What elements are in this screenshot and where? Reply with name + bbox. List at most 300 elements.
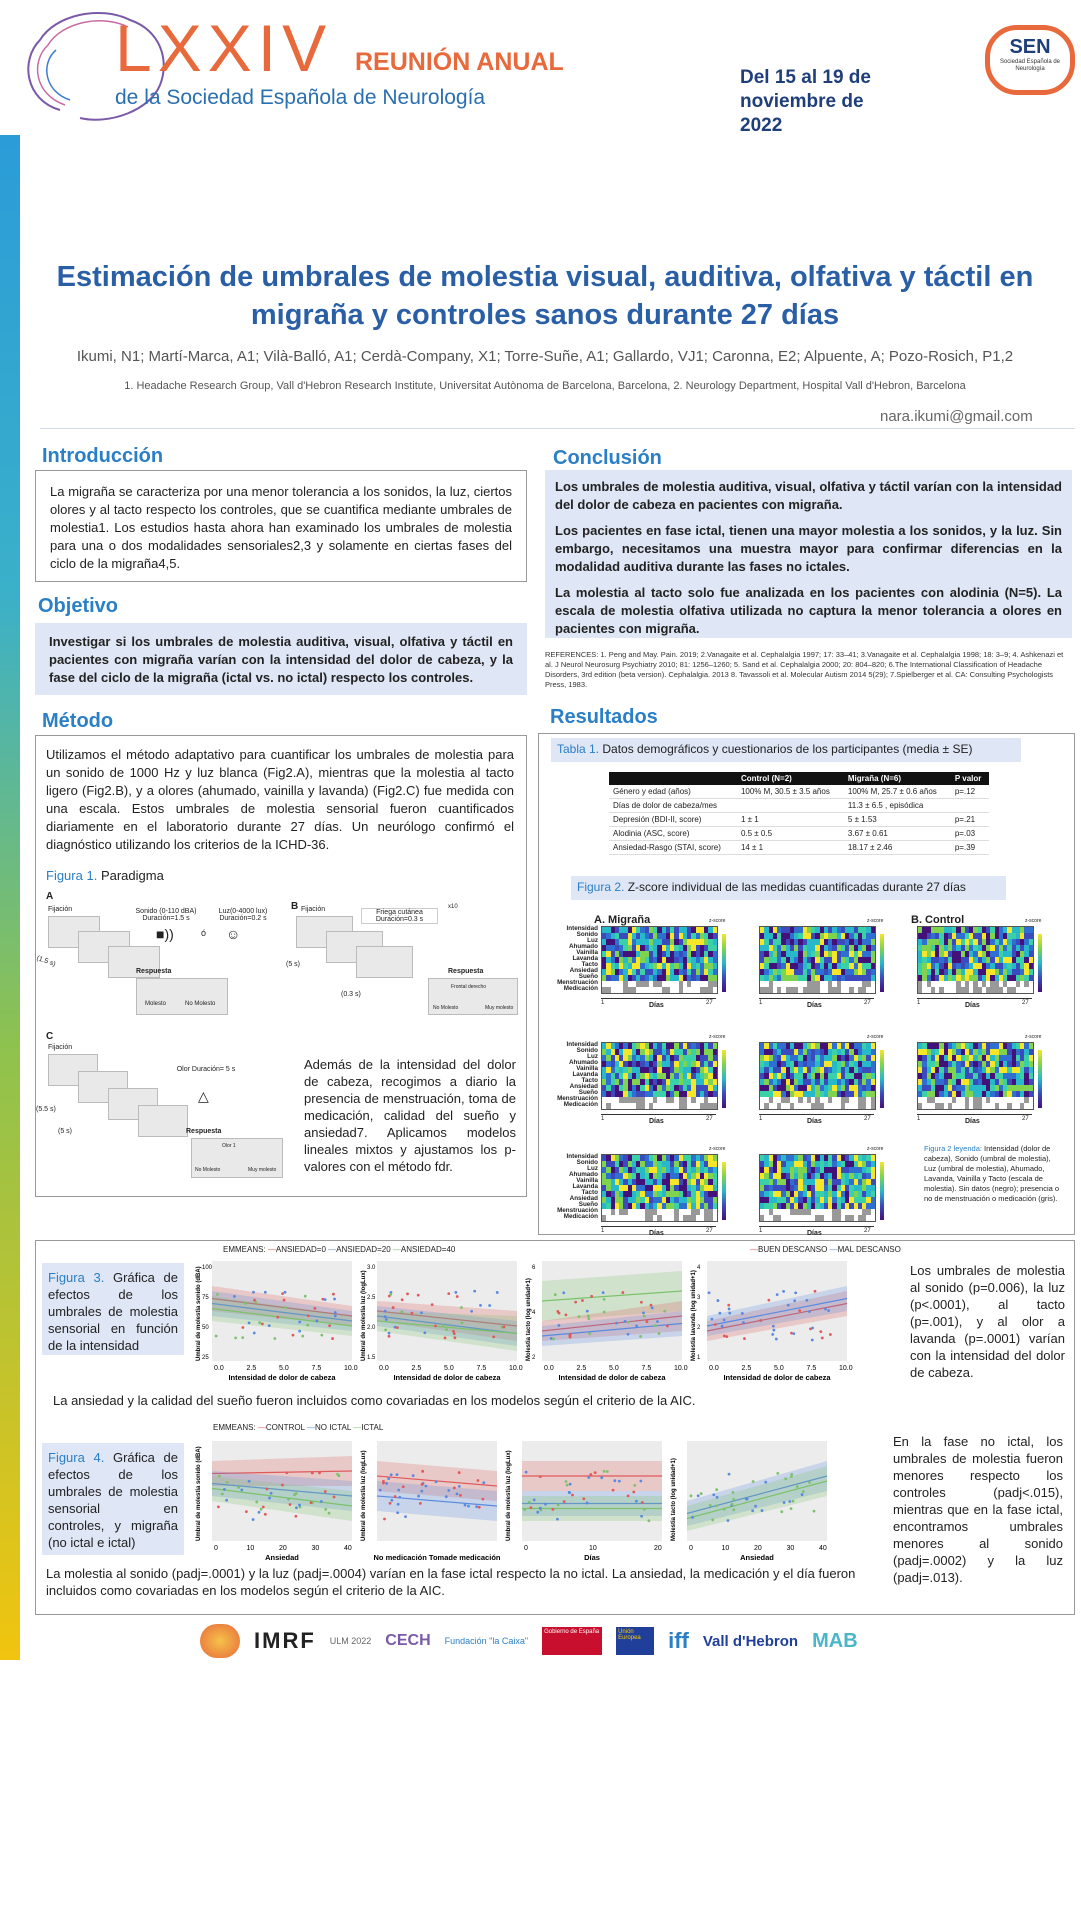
data-point bbox=[488, 1304, 491, 1307]
heatmap-row-label: Ansiedad bbox=[569, 967, 598, 974]
data-point bbox=[336, 1473, 339, 1476]
data-point bbox=[287, 1498, 290, 1501]
data-point bbox=[824, 1308, 827, 1311]
data-point bbox=[253, 1299, 256, 1302]
data-point bbox=[459, 1494, 462, 1497]
y-tick-label: 2 bbox=[532, 1355, 536, 1361]
fig1-title: Paradigma bbox=[100, 868, 164, 883]
y-tick-label: 25 bbox=[202, 1355, 209, 1361]
x-tick-label: 7.5 bbox=[806, 1365, 817, 1372]
data-point bbox=[587, 1476, 590, 1479]
paradigm-o: ó bbox=[201, 928, 207, 938]
data-point bbox=[385, 1318, 388, 1321]
data-point bbox=[600, 1476, 603, 1479]
day-end: 27 bbox=[1022, 1000, 1029, 1006]
x-axis-label: Intensidad de dolor de cabeza bbox=[228, 1373, 336, 1382]
table1-caption bbox=[551, 738, 1021, 762]
data-point bbox=[715, 1504, 718, 1507]
effects-panel bbox=[526, 1261, 688, 1382]
data-point bbox=[244, 1302, 247, 1305]
days-label: Días bbox=[807, 1230, 822, 1237]
fig4-legend-item: ICTAL bbox=[361, 1423, 384, 1432]
data-point bbox=[635, 1324, 638, 1327]
day-end: 27 bbox=[864, 1000, 871, 1006]
x-tick-label: 5.0 bbox=[609, 1365, 619, 1372]
data-point bbox=[385, 1482, 388, 1485]
day-axis bbox=[601, 1114, 716, 1115]
authors: Ikumi, N1; Martí-Marca, A1; Vilà-Balló, A1; Cerdà-Company, X1; Torre-Suñe, A1; Gallardo, VJ1; Caronna, E2; Alpuente, A; Pozo-Rosich, P1,2 bbox=[76, 348, 1014, 365]
heatmap-row-label: Ansiedad bbox=[569, 1083, 598, 1090]
data-point bbox=[603, 1311, 606, 1314]
table1-title: Datos demográficos y cuestionarios de los participantes (media ± SE) bbox=[602, 742, 973, 756]
data-point bbox=[384, 1315, 387, 1318]
data-point bbox=[390, 1499, 393, 1502]
data-point bbox=[333, 1496, 336, 1499]
data-point bbox=[454, 1291, 457, 1294]
data-point bbox=[445, 1328, 448, 1331]
paradigm-friega: Friega cutánea Duración=0.3 s bbox=[361, 908, 438, 924]
data-point bbox=[554, 1293, 557, 1296]
data-point bbox=[536, 1511, 539, 1514]
data-point bbox=[215, 1335, 218, 1338]
method-heading: Método bbox=[42, 710, 114, 732]
paradigm-c-muy-molesto: Muy molesto bbox=[248, 1167, 277, 1173]
y-tick-label: 50 bbox=[202, 1325, 209, 1331]
poster-title: Estimación de umbrales de molestia visual, auditiva, olfativa y táctil en migraña y controles sanos durante 27 días bbox=[56, 261, 1034, 331]
data-point bbox=[571, 1494, 574, 1497]
x-tick-label: 7.5 bbox=[641, 1365, 652, 1372]
data-point bbox=[709, 1504, 712, 1507]
logo-mab: MAB bbox=[812, 1629, 858, 1652]
table-cell: p=.39 bbox=[951, 841, 989, 855]
y-tick-label: 4 bbox=[532, 1310, 536, 1316]
data-point bbox=[298, 1330, 301, 1333]
data-point bbox=[331, 1337, 334, 1340]
heatmap-row-label: Ansiedad bbox=[569, 1195, 598, 1202]
fig1-label: Figura 1. bbox=[46, 868, 98, 883]
data-point bbox=[456, 1492, 459, 1495]
data-point bbox=[253, 1332, 256, 1335]
colorbar bbox=[1038, 1050, 1042, 1108]
heatmap-panel bbox=[601, 1146, 741, 1249]
heatmap-row-label: Medicación bbox=[563, 1213, 598, 1220]
day-start: 1 bbox=[601, 1116, 605, 1122]
data-point bbox=[332, 1293, 335, 1296]
sen-logo bbox=[985, 25, 1075, 95]
data-point bbox=[772, 1325, 775, 1328]
colorbar bbox=[722, 1162, 726, 1220]
data-point bbox=[650, 1304, 653, 1307]
data-point bbox=[565, 1313, 568, 1316]
data-point bbox=[761, 1509, 764, 1512]
heatmap-row-labels bbox=[542, 1154, 598, 1220]
data-point bbox=[264, 1513, 267, 1516]
data-point bbox=[396, 1511, 399, 1514]
data-point bbox=[419, 1502, 422, 1505]
y-tick-label: 4 bbox=[697, 1265, 701, 1271]
fig3-legend2-item: MAL DESCANSO bbox=[837, 1245, 901, 1254]
paradigm-olor: Olor Duración= 5 s bbox=[176, 1066, 236, 1073]
affiliations: 1. Headache Research Group, Vall d'Hebron Research Institute, Universitat Autònoma de Barcelona, Barcelona, 2. Neurology Department, Hospital Vall d'Hebron, Barcelona bbox=[124, 380, 966, 392]
table-cell: Días de dolor de cabeza/mes bbox=[609, 799, 737, 813]
data-point bbox=[801, 1493, 804, 1496]
sidebar-gradient bbox=[0, 135, 20, 1660]
day-start: 1 bbox=[759, 1000, 763, 1006]
fig2-title: Z-score individual de las medidas cuantificadas durante 27 días bbox=[627, 880, 966, 894]
data-point bbox=[307, 1314, 310, 1317]
zscore-label: z-score bbox=[867, 918, 884, 924]
data-point bbox=[475, 1505, 478, 1508]
y-axis-label: Molestia tacto (log unidad+1) bbox=[671, 1458, 677, 1541]
data-point bbox=[639, 1480, 642, 1483]
fig2-caption bbox=[571, 876, 1006, 900]
logo-cech: CECH bbox=[385, 1632, 431, 1649]
heatmap-row-label: Intensidad bbox=[566, 1041, 598, 1048]
data-point bbox=[460, 1306, 463, 1309]
data-point bbox=[557, 1503, 560, 1506]
logo-iff: iff bbox=[668, 1628, 689, 1653]
x-tick-label: 5.0 bbox=[279, 1365, 289, 1372]
paradigm-sonido: Sonido (0-110 dBA) Duración=1.5 s bbox=[135, 908, 197, 922]
table-cell: 11.3 ± 6.5 , episódica bbox=[844, 799, 951, 813]
heatmap-row-label: Menstruación bbox=[557, 979, 598, 986]
data-point bbox=[295, 1506, 298, 1509]
fig3-legend-title: EMMEANS: bbox=[223, 1245, 266, 1254]
heatmap-row-label: Medicación bbox=[563, 1101, 598, 1108]
data-point bbox=[586, 1502, 589, 1505]
colorbar bbox=[880, 1050, 884, 1108]
data-point bbox=[632, 1491, 635, 1494]
data-point bbox=[776, 1472, 779, 1475]
data-point bbox=[417, 1294, 420, 1297]
data-point bbox=[721, 1325, 724, 1328]
data-point bbox=[473, 1290, 476, 1293]
paradigm-c-panel4 bbox=[138, 1105, 188, 1137]
zscore-label: z-score bbox=[1025, 918, 1042, 924]
data-point bbox=[552, 1338, 555, 1341]
table-row bbox=[609, 841, 989, 855]
data-point bbox=[411, 1312, 414, 1315]
data-point bbox=[796, 1485, 799, 1488]
data-point bbox=[754, 1505, 757, 1508]
data-point bbox=[398, 1496, 401, 1499]
table-header-row bbox=[609, 772, 989, 785]
data-point bbox=[529, 1506, 532, 1509]
data-point bbox=[456, 1295, 459, 1298]
data-point bbox=[790, 1473, 793, 1476]
data-point bbox=[404, 1515, 407, 1518]
x-tick-label: 10.0 bbox=[344, 1365, 358, 1372]
x-tick-label: 0.0 bbox=[544, 1365, 554, 1372]
y-tick-label: 1 bbox=[697, 1355, 701, 1361]
heatmap-row-label: Ahumado bbox=[568, 943, 598, 950]
day-end: 27 bbox=[706, 1116, 713, 1122]
y-tick-label: 6 bbox=[532, 1265, 536, 1271]
paradigm-t03: (0.3 s) bbox=[341, 991, 361, 998]
data-point bbox=[829, 1333, 832, 1336]
data-point bbox=[324, 1490, 327, 1493]
objective-box bbox=[35, 623, 527, 695]
data-point bbox=[539, 1507, 542, 1510]
paradigm-t5: (5 s) bbox=[286, 961, 300, 968]
data-point bbox=[808, 1481, 811, 1484]
data-point bbox=[481, 1498, 484, 1501]
paradigm-t15: (1.5 s) bbox=[35, 954, 57, 969]
data-point bbox=[423, 1331, 426, 1334]
data-point bbox=[492, 1335, 495, 1338]
conclusion-heading: Conclusión bbox=[553, 447, 662, 469]
heatmap-row-label: Lavanda bbox=[572, 1183, 598, 1190]
x-tick-label: 20 bbox=[754, 1545, 762, 1552]
data-point bbox=[787, 1304, 790, 1307]
data-point bbox=[639, 1335, 642, 1338]
table-cell: Género y edad (años) bbox=[609, 785, 737, 799]
data-point bbox=[711, 1518, 714, 1521]
data-point bbox=[270, 1492, 273, 1495]
data-point bbox=[397, 1489, 400, 1492]
data-point bbox=[452, 1330, 455, 1333]
fig1-caption bbox=[46, 868, 164, 883]
logo-ulm: ULM 2022 bbox=[329, 1636, 372, 1646]
table-cell: 18.17 ± 2.46 bbox=[844, 841, 951, 855]
fig3-caption-text: Gráfica de efectos de los umbrales de molestia sensorial en función de la intensidad bbox=[48, 1270, 178, 1353]
table-cell bbox=[737, 799, 844, 813]
heatmap-panel bbox=[917, 1034, 1057, 1137]
days-label: Días bbox=[649, 1002, 664, 1009]
logo-gobierno: Gobierno de España bbox=[542, 1627, 602, 1655]
x-tick-label: 40 bbox=[819, 1545, 827, 1552]
x-tick-label: 20 bbox=[279, 1545, 287, 1552]
table-row bbox=[609, 785, 989, 799]
data-point bbox=[633, 1484, 636, 1487]
heatmap-row-labels bbox=[542, 1042, 598, 1108]
data-point bbox=[260, 1508, 263, 1511]
data-point bbox=[697, 1494, 700, 1497]
heatmap-row-label: Tacto bbox=[581, 1077, 598, 1084]
table1-label: Tabla 1. bbox=[557, 742, 600, 756]
x-axis-label: Intensidad de dolor de cabeza bbox=[393, 1373, 501, 1382]
data-point bbox=[324, 1298, 327, 1301]
day-start: 1 bbox=[759, 1116, 763, 1122]
header-edition: LXXIV bbox=[115, 11, 333, 85]
demographics-table bbox=[609, 772, 989, 855]
colorbar bbox=[880, 1162, 884, 1220]
heatmap-row-label: Lavanda bbox=[572, 1071, 598, 1078]
data-point bbox=[731, 1503, 734, 1506]
data-point bbox=[241, 1326, 244, 1329]
data-point bbox=[252, 1291, 255, 1294]
day-end: 27 bbox=[1022, 1116, 1029, 1122]
data-point bbox=[780, 1510, 783, 1513]
data-point bbox=[741, 1312, 744, 1315]
paradigm-c-label: C bbox=[46, 1031, 54, 1042]
x-tick-label: 7.5 bbox=[311, 1365, 322, 1372]
paradigm-c-t5: (5 s) bbox=[58, 1128, 72, 1135]
fig2-legend-text: Intensidad (dolor de cabeza), Sonido (umbral de molestia), Luz (umbral de molestia), Ahumado, Lavanda, Vainilla y Tacto (escala de molestia). Sin datos (negro); presencia o no de menstruación o medicación (gris). bbox=[924, 1144, 1060, 1203]
data-point bbox=[284, 1306, 287, 1309]
effects-panel bbox=[691, 1261, 853, 1382]
y-tick-label: 3 bbox=[697, 1295, 701, 1301]
data-point bbox=[248, 1321, 251, 1324]
fig4-label: Figura 4. bbox=[48, 1450, 105, 1465]
data-point bbox=[647, 1519, 650, 1522]
paradigm-no-molesto: No Molesto bbox=[185, 1001, 216, 1007]
heatmap-row-label: Ahumado bbox=[568, 1059, 598, 1066]
data-point bbox=[710, 1318, 713, 1321]
data-point bbox=[813, 1510, 816, 1513]
paradigm-b-label: B bbox=[291, 901, 299, 912]
effects-panel bbox=[361, 1441, 501, 1562]
x-tick-label: 10 bbox=[246, 1545, 255, 1552]
data-point bbox=[723, 1318, 726, 1321]
data-point bbox=[606, 1470, 609, 1473]
data-point bbox=[284, 1291, 287, 1294]
data-point bbox=[574, 1301, 577, 1304]
data-point bbox=[285, 1471, 288, 1474]
heatmap-panel bbox=[759, 1034, 899, 1137]
x-tick-label: 0 bbox=[214, 1545, 218, 1552]
zscore-label: z-score bbox=[867, 1146, 884, 1152]
intro-text: La migraña se caracteriza por una menor tolerancia a los sonidos, la luz, ciertos olores y al tacto respecto los controles, que se cuantifica mediante umbrales de molestia1. Los estudios hasta ahora han examinado los umbrales de molestia para una o dos modalidades sensoriales2,3 y solamente en ciertas fases del ciclo de la migraña4,5. bbox=[50, 484, 512, 571]
data-point bbox=[732, 1508, 735, 1511]
data-point bbox=[420, 1490, 423, 1493]
effects-panel bbox=[671, 1441, 827, 1562]
heatmap-row-label: Sueño bbox=[578, 1201, 598, 1208]
x-tick-label: 30 bbox=[311, 1545, 320, 1552]
y-tick-label: 3.0 bbox=[367, 1265, 376, 1271]
data-point bbox=[582, 1497, 585, 1500]
heatmap-row-label: Vainilla bbox=[576, 1177, 598, 1184]
logo-vallhebron: Vall d'Hebron bbox=[702, 1632, 799, 1650]
data-point bbox=[382, 1480, 385, 1483]
table-cell: Ansiedad-Rasgo (STAI, score) bbox=[609, 841, 737, 855]
data-point bbox=[589, 1473, 592, 1476]
data-point bbox=[603, 1298, 606, 1301]
data-point bbox=[658, 1332, 661, 1335]
data-point bbox=[539, 1475, 542, 1478]
data-point bbox=[320, 1500, 323, 1503]
flask-icon: △ bbox=[198, 1088, 209, 1104]
data-point bbox=[821, 1337, 824, 1340]
heatmap-row-label: Intensidad bbox=[566, 925, 598, 932]
data-point bbox=[268, 1497, 271, 1500]
data-point bbox=[827, 1309, 830, 1312]
data-point bbox=[258, 1321, 261, 1324]
y-axis-label: Umbral de molestia luz (logLux) bbox=[506, 1450, 512, 1541]
effects-panel bbox=[196, 1441, 352, 1562]
data-point bbox=[262, 1506, 265, 1509]
intro-box bbox=[35, 470, 527, 582]
paradigm-b-respuesta: Respuesta bbox=[448, 968, 484, 975]
data-point bbox=[217, 1505, 220, 1508]
data-point bbox=[402, 1485, 405, 1488]
fig2-b-label: B. Control bbox=[911, 914, 965, 926]
data-point bbox=[502, 1326, 505, 1329]
y-axis-label: Umbral de molestia sonido (dBA) bbox=[196, 1446, 202, 1541]
table-header: Migraña (N=6) bbox=[844, 772, 951, 785]
x-axis-label: No medicación Tomade medicación bbox=[373, 1553, 501, 1562]
method-extra-text: Además de la intensidad del dolor de cabeza, recogimos a diario la presencia de menstruación, toma de medicación, calidad del sueño y ansiedad7. Aplicamos modelos lineales mixtos y ajustamos los p-valores con el método fdr. bbox=[304, 1057, 516, 1174]
intro-heading: Introducción bbox=[42, 445, 164, 467]
table-row bbox=[609, 827, 989, 841]
heatmap-row-label: Menstruación bbox=[557, 1095, 598, 1102]
fig3-label: Figura 3. bbox=[48, 1270, 105, 1285]
paradigm-b-fijacion: Fijación bbox=[301, 906, 326, 913]
y-axis-label: Umbral de molestia luz (logLux) bbox=[361, 1450, 367, 1541]
heatmap-panel bbox=[759, 918, 899, 1021]
data-point bbox=[811, 1339, 814, 1342]
data-point bbox=[640, 1515, 643, 1518]
paradigm-c-no-molesto: No Molesto bbox=[195, 1167, 221, 1173]
data-point bbox=[745, 1498, 748, 1501]
fig3-legend-item: ANSIEDAD=40 bbox=[400, 1245, 456, 1254]
data-point bbox=[615, 1322, 618, 1325]
data-point bbox=[802, 1490, 805, 1493]
data-point bbox=[298, 1321, 301, 1324]
data-point bbox=[732, 1498, 735, 1501]
logo-ue: Unión Europea bbox=[616, 1627, 654, 1655]
table-cell: p=.21 bbox=[951, 813, 989, 827]
table-cell: 0.5 ± 0.5 bbox=[737, 827, 844, 841]
paradigm-b-panel3 bbox=[356, 946, 413, 978]
header-society: de la Sociedad Española de Neurología bbox=[115, 86, 486, 109]
zscore-label: z-score bbox=[867, 1034, 884, 1040]
table-cell: p=.03 bbox=[951, 827, 989, 841]
heatmap-panel bbox=[759, 1146, 899, 1249]
fig3-caption bbox=[42, 1263, 184, 1355]
results-box bbox=[538, 733, 1075, 1235]
data-point bbox=[333, 1298, 336, 1301]
heatmap-row-labels bbox=[542, 926, 598, 992]
data-point bbox=[313, 1307, 316, 1310]
data-point bbox=[556, 1518, 559, 1521]
table-header: P valor bbox=[951, 772, 989, 785]
data-point bbox=[301, 1335, 304, 1338]
data-point bbox=[461, 1322, 464, 1325]
data-point bbox=[544, 1503, 547, 1506]
x-tick-label: 10.0 bbox=[674, 1365, 688, 1372]
data-point bbox=[651, 1306, 654, 1309]
data-point bbox=[445, 1495, 448, 1498]
data-point bbox=[266, 1488, 269, 1491]
data-point bbox=[590, 1295, 593, 1298]
colorbar bbox=[722, 934, 726, 992]
fig3-legend-item: ANSIEDAD=20 bbox=[336, 1245, 391, 1254]
data-point bbox=[587, 1317, 590, 1320]
data-point bbox=[467, 1505, 470, 1508]
data-point bbox=[241, 1336, 244, 1339]
day-start: 1 bbox=[601, 1000, 605, 1006]
data-point bbox=[252, 1518, 255, 1521]
data-point bbox=[640, 1301, 643, 1304]
data-point bbox=[458, 1485, 461, 1488]
data-point bbox=[716, 1496, 719, 1499]
x-axis-label: Ansiedad bbox=[265, 1553, 299, 1562]
data-point bbox=[641, 1501, 644, 1504]
heatmap-row-label: Menstruación bbox=[557, 1207, 598, 1214]
data-point bbox=[569, 1483, 572, 1486]
data-point bbox=[793, 1299, 796, 1302]
days-label: Días bbox=[965, 1002, 980, 1009]
data-point bbox=[388, 1332, 391, 1335]
conclusion-p3: La molestia al tacto solo fue analizada en los pacientes con alodinia (N=5). La escala de molestia olfativa utilizada no captura la menor tolerancia a olores en pacientes con migraña. bbox=[555, 585, 1062, 636]
x-tick-label: 0.0 bbox=[379, 1365, 389, 1372]
data-point bbox=[400, 1310, 403, 1313]
fig3-legend-item: ANSIEDAD=0 bbox=[275, 1245, 326, 1254]
method-box bbox=[35, 735, 527, 1197]
data-point bbox=[819, 1330, 822, 1333]
heatmap-row-label: Tacto bbox=[581, 1189, 598, 1196]
